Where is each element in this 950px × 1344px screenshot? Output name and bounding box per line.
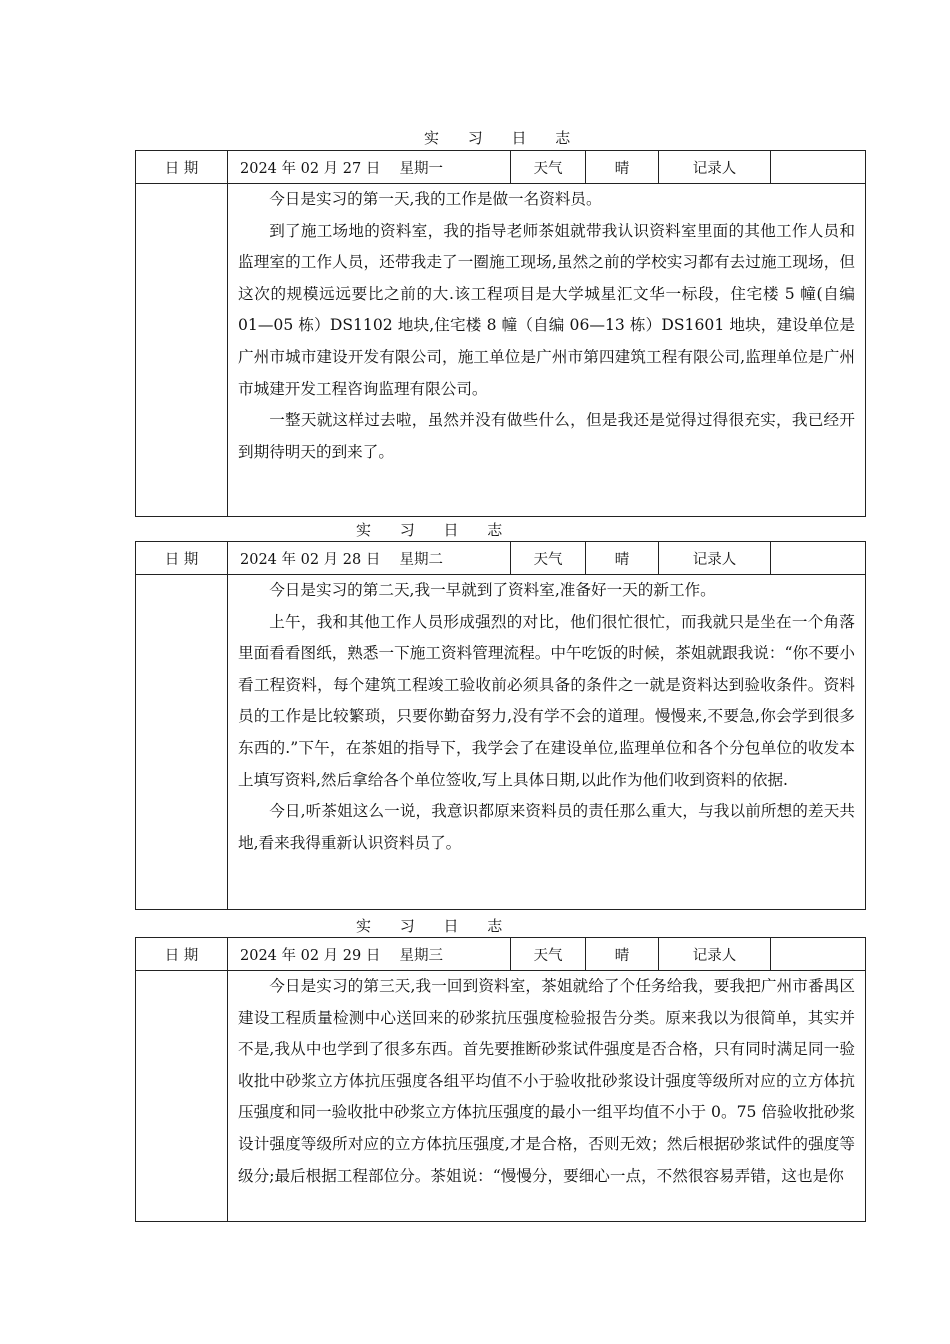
recorder-label: 记录人 [659, 542, 771, 575]
log-paragraph: 到了施工场地的资料室，我的指导老师茶姐就带我认识资料室里面的其他工作人员和监理室的工作人员，还带我走了一圈施工现场,虽然之前的学校实习都有去过施工现场，但这次的规模远远要比之前的大.该工程项目是大学城星汇文华一标段，住宅楼 5 幢(自编 01—05 栋）DS1102 地块,住宅楼 8 幢（自编 06—13 栋）DS1601 地块，建设单位是广州市城市建设开发有限公司，施工单位是广州市第四建筑工程有限公司,监理单位是广州市城建开发工程咨询监理有限公司。 [238, 221, 855, 398]
recorder-label: 记录人 [659, 151, 771, 184]
log-body-row [136, 184, 866, 517]
log-paragraph: 今日是实习的第一天,我的工作是做一名资料员。 [269, 190, 602, 208]
log-table [135, 937, 866, 1222]
weather-value: 晴 [586, 151, 659, 184]
log-body [228, 184, 866, 517]
log-body [228, 575, 866, 910]
log-body-row [136, 575, 866, 910]
date-label: 日 期 [136, 151, 228, 184]
weather-value: 晴 [586, 542, 659, 575]
log-body-row [136, 971, 866, 1222]
log-title: 实 习 日 志 [356, 917, 515, 935]
log-title: 实 习 日 志 [424, 129, 583, 147]
log-table [135, 541, 866, 910]
recorder-value [771, 938, 866, 971]
weather-label: 天气 [511, 151, 586, 184]
log-header-row [136, 151, 866, 184]
date-label: 日 期 [136, 938, 228, 971]
log-header-row [136, 542, 866, 575]
log-title: 实 习 日 志 [356, 521, 515, 539]
date-value: 2024 年 02 月 27 日 星期一 [228, 151, 511, 184]
date-value: 2024 年 02 月 29 日 星期三 [228, 938, 511, 971]
recorder-value [771, 542, 866, 575]
weather-label: 天气 [511, 938, 586, 971]
date-value: 2024 年 02 月 28 日 星期二 [228, 542, 511, 575]
log-paragraph: 今日,听茶姐这么一说，我意识都原来资料员的责任那么重大，与我以前所想的差天共地,看来我得重新认识资料员了。 [238, 802, 855, 852]
log-paragraph: 上午，我和其他工作人员形成强烈的对比，他们很忙很忙，而我就只是坐在一个角落里面看看图纸，熟悉一下施工资料管理流程。中午吃饭的时候，茶姐就跟我说：“你不要小看工程资料，每个建筑工程竣工验收前必须具备的条件之一就是资料达到验收条件。资料员的工作是比较繁琐，只要你勤奋努力,没有学不会的道理。慢慢来,不要急,你会学到很多东西的.”下午，在茶姐的指导下，我学会了在建设单位,监理单位和各个分包单位的收发本上填写资料,然后拿给各个单位签收,写上具体日期,以此作为他们收到资料的依据. [238, 612, 855, 789]
log-header-row [136, 938, 866, 971]
log-paragraph: 今日是实习的第二天,我一早就到了资料室,准备好一天的新工作。 [269, 581, 716, 599]
log-side-cell [136, 184, 228, 517]
log-paragraph: 一整天就这样过去啦，虽然并没有做些什么，但是我还是觉得过得很充实，我已经开到期待明天的到来了。 [238, 411, 855, 461]
recorder-label: 记录人 [659, 938, 771, 971]
log-side-cell [136, 575, 228, 910]
log-body [228, 971, 866, 1222]
recorder-value [771, 151, 866, 184]
weather-label: 天气 [511, 542, 586, 575]
date-label: 日 期 [136, 542, 228, 575]
weather-value: 晴 [586, 938, 659, 971]
log-side-cell [136, 971, 228, 1222]
log-paragraph: 今日是实习的第三天,我一回到资料室，茶姐就给了个任务给我，要我把广州市番禺区建设工程质量检测中心送回来的砂浆抗压强度检验报告分类。原来我以为很简单，其实并不是,我从中也学到了很多东西。首先要推断砂浆试件强度是否合格，只有同时满足同一验收批中砂浆立方体抗压强度各组平均值不小于验收批砂浆设计强度等级所对应的立方体抗压强度和同一验收批中砂浆立方体抗压强度的最小一组平均值不小于 0。75 倍验收批砂浆设计强度等级所对应的立方体抗压强度,才是合格，否则无效；然后根据砂浆试件的强度等级分;最后根据工程部位分。茶姐说：“慢慢分，要细心一点，不然很容易弄错，这也是你 [238, 977, 855, 1185]
log-table [135, 150, 866, 517]
